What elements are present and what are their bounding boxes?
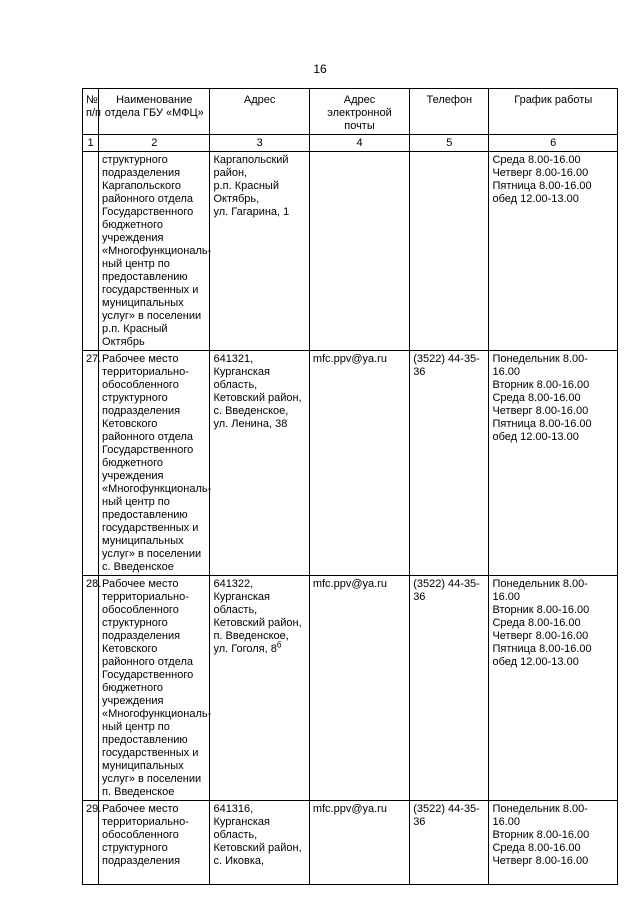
cell-name-line: государственных и xyxy=(102,522,199,534)
cell-schedule-line: Четверг 8.00-16.00 xyxy=(492,630,589,642)
cell-name-line: структурного xyxy=(102,842,168,854)
cell-phone-line: (3522) 44-35- xyxy=(413,353,480,365)
cell-address-line: ул. Ленина, 38 xyxy=(213,418,288,430)
column-number-row xyxy=(83,135,618,152)
address-superscript: б xyxy=(276,640,282,650)
cell-schedule-line: Пятница 8.00-16.00 xyxy=(492,643,592,655)
header-phone: Телефон xyxy=(410,89,489,135)
cell-address-line: с. Иковка, xyxy=(213,855,265,867)
cell-address-line: ул. Гагарина, 1 xyxy=(213,206,290,218)
header-name: Наименование отдела ГБУ «МФЦ» xyxy=(99,89,210,135)
cell-phone xyxy=(410,801,489,885)
cell-name-line: Кетовского xyxy=(102,643,158,655)
cell-schedule-line: обед 12.00-13.00 xyxy=(492,431,579,443)
mfc-offices-table xyxy=(82,88,618,885)
cell-phone-line: 36 xyxy=(413,591,426,603)
cell-address-line: область, xyxy=(213,604,258,616)
cell-name-line: «Многофункциональ- xyxy=(102,708,212,720)
cell-name-line: районного отдела xyxy=(102,193,194,205)
cell-schedule-line: Четверг 8.00-16.00 xyxy=(492,405,589,417)
cell-schedule-line: Среда 8.00-16.00 xyxy=(492,154,581,166)
cell-name-line: п. Введенское xyxy=(102,786,175,798)
cell-name-line: подразделения xyxy=(102,630,181,642)
cell-address xyxy=(210,576,309,801)
cell-schedule xyxy=(489,152,618,351)
cell-name-line: Государственного xyxy=(102,444,194,456)
cell-address-line: с. Введенское, xyxy=(213,405,289,417)
cell-address-line: область, xyxy=(213,379,258,391)
cell-schedule-line: Вторник 8.00-16.00 xyxy=(492,604,590,616)
cell-name xyxy=(99,351,210,576)
cell-schedule-line: Среда 8.00-16.00 xyxy=(492,392,581,404)
cell-name-line: предоставлению xyxy=(102,734,188,746)
cell-schedule xyxy=(489,351,618,576)
cell-name-line: территориально- xyxy=(102,366,189,378)
cell-name-line: Каргапольского xyxy=(102,180,182,192)
cell-name-line: услуг» в поселении xyxy=(102,310,202,322)
cell-name-line: бюджетного xyxy=(102,682,164,694)
cell-name-line: Государственного xyxy=(102,669,194,681)
cell-address-line: Курганская xyxy=(213,816,270,828)
cell-phone-line: 36 xyxy=(413,816,426,828)
cell-schedule xyxy=(489,576,618,801)
cell-schedule-line: Пятница 8.00-16.00 xyxy=(492,418,592,430)
cell-schedule-line: Понедельник 8.00- xyxy=(492,578,588,590)
cell-phone-line: (3522) 44-35- xyxy=(413,578,480,590)
cell-name-line: структурного xyxy=(102,154,168,166)
cell-name-line: с. Введенское xyxy=(102,561,174,573)
cell-schedule-line: 16.00 xyxy=(492,366,520,378)
cell-name-line: «Многофункциональ- xyxy=(102,245,212,257)
cell-phone xyxy=(410,576,489,801)
cell-name-line: Рабочее место xyxy=(102,353,179,365)
cell-name-line: Октябрь xyxy=(102,336,145,348)
cell-schedule-line: 16.00 xyxy=(492,591,520,603)
table-header-row xyxy=(83,89,618,135)
cell-address-line: Каргапольский xyxy=(213,154,289,166)
cell-name-line: структурного xyxy=(102,392,168,404)
cell-number xyxy=(83,152,99,351)
page-number: 16 xyxy=(313,62,327,76)
cell-schedule-line: Пятница 8.00-16.00 xyxy=(492,180,592,192)
cell-email xyxy=(309,801,409,885)
cell-address-line: Кетовский район, xyxy=(213,842,302,854)
cell-address-line: район, xyxy=(213,167,248,179)
cell-name-line: учреждения xyxy=(102,695,164,707)
cell-name xyxy=(99,801,210,885)
column-number: 4 xyxy=(309,135,409,152)
cell-name-line: государственных и xyxy=(102,747,199,759)
cell-address-line: область, xyxy=(213,829,258,841)
column-number: 2 xyxy=(99,135,210,152)
cell-number: 27. xyxy=(83,351,99,576)
cell-schedule-line: обед 12.00-13.00 xyxy=(492,656,579,668)
cell-name-line: обособленного xyxy=(102,604,179,616)
cell-name-line: муниципальных xyxy=(102,535,184,547)
cell-address xyxy=(210,801,309,885)
cell-name-line: структурного xyxy=(102,617,168,629)
cell-name-line: услуг» в поселении xyxy=(102,773,202,785)
cell-name-line: Государственного xyxy=(102,206,194,218)
table-row xyxy=(83,351,618,576)
cell-name-line: учреждения xyxy=(102,232,164,244)
cell-address xyxy=(210,351,309,576)
cell-address-line: Кетовский район, xyxy=(213,392,302,404)
header-email: Адрес электронной почты xyxy=(309,89,409,135)
cell-address-line: п. Введенское, xyxy=(213,630,289,642)
cell-phone xyxy=(410,152,489,351)
cell-name-line: подразделения xyxy=(102,167,181,179)
cell-phone xyxy=(410,351,489,576)
cell-address-line: Октябрь, xyxy=(213,193,260,205)
cell-address-line: ул. Гоголя, $8^б$ xyxy=(213,640,282,655)
cell-schedule xyxy=(489,801,618,885)
cell-name-line: территориально- xyxy=(102,816,189,828)
cell-schedule-line: Понедельник 8.00- xyxy=(492,803,588,815)
email-link[interactable]: mfc.ppv@ya.ru xyxy=(312,353,387,365)
cell-schedule-line: Среда 8.00-16.00 xyxy=(492,842,581,854)
cell-name-line: территориально- xyxy=(102,591,189,603)
cell-schedule-line: 16.00 xyxy=(492,816,520,828)
header-schedule: График работы xyxy=(489,89,618,135)
cell-email xyxy=(309,152,409,351)
cell-name-line: учреждения xyxy=(102,470,164,482)
cell-email xyxy=(309,576,409,801)
cell-address-line: 641316, xyxy=(213,803,254,815)
email-link[interactable]: mfc.ppv@ya.ru xyxy=(312,578,387,590)
column-number: 1 xyxy=(83,135,99,152)
cell-name xyxy=(99,576,210,801)
cell-name-line: Рабочее место xyxy=(102,803,179,815)
cell-name-line: бюджетного xyxy=(102,457,164,469)
cell-schedule-line: Четверг 8.00-16.00 xyxy=(492,855,589,867)
cell-name-line: ный центр по xyxy=(102,258,170,270)
cell-name-line: ный центр по xyxy=(102,721,170,733)
cell-name-line: районного отдела xyxy=(102,431,194,443)
cell-email xyxy=(309,351,409,576)
cell-address-line: 641322, xyxy=(213,578,254,590)
email-link[interactable]: mfc.ppv@ya.ru xyxy=(312,803,387,815)
cell-name-line: обособленного xyxy=(102,379,179,391)
cell-name-line: ный центр по xyxy=(102,496,170,508)
header-address: Адрес xyxy=(210,89,309,135)
cell-name-line: подразделения xyxy=(102,405,181,417)
cell-schedule-line: Среда 8.00-16.00 xyxy=(492,617,581,629)
cell-address-line: Курганская xyxy=(213,366,270,378)
cell-name-line: обособленного xyxy=(102,829,179,841)
cell-phone-line: (3522) 44-35- xyxy=(413,803,480,815)
cell-address-line: Курганская xyxy=(213,591,270,603)
cell-name-line: Кетовского xyxy=(102,418,158,430)
cell-name-line: государственных и xyxy=(102,284,199,296)
cell-schedule-line: Вторник 8.00-16.00 xyxy=(492,379,590,391)
cell-address-line: Кетовский район, xyxy=(213,617,302,629)
cell-phone-line: 36 xyxy=(413,366,426,378)
cell-name-line: муниципальных xyxy=(102,760,184,772)
cell-name-line: Рабочее место xyxy=(102,578,179,590)
cell-schedule-line: Понедельник 8.00- xyxy=(492,353,588,365)
cell-name-line: «Многофункциональ- xyxy=(102,483,212,495)
table-row xyxy=(83,801,618,885)
cell-number: 28. xyxy=(83,576,99,801)
cell-address xyxy=(210,152,309,351)
column-number: 5 xyxy=(410,135,489,152)
header-number: № п/п xyxy=(83,89,99,135)
cell-name xyxy=(99,152,210,351)
cell-name-line: предоставлению xyxy=(102,271,188,283)
cell-number: 29. xyxy=(83,801,99,885)
cell-name-line: районного отдела xyxy=(102,656,194,668)
column-number: 6 xyxy=(489,135,618,152)
table-row xyxy=(83,576,618,801)
column-number: 3 xyxy=(210,135,309,152)
cell-address-line: 641321, xyxy=(213,353,254,365)
cell-schedule-line: Четверг 8.00-16.00 xyxy=(492,167,589,179)
table-row xyxy=(83,152,618,351)
cell-name-line: предоставлению xyxy=(102,509,188,521)
cell-schedule-line: обед 12.00-13.00 xyxy=(492,193,579,205)
cell-name-line: муниципальных xyxy=(102,297,184,309)
cell-schedule-line: Вторник 8.00-16.00 xyxy=(492,829,590,841)
cell-address-line: р.п. Красный xyxy=(213,180,279,192)
cell-name-line: р.п. Красный xyxy=(102,323,168,335)
cell-name-line: услуг» в поселении xyxy=(102,548,202,560)
cell-name-line: бюджетного xyxy=(102,219,164,231)
cell-name-line: подразделения xyxy=(102,855,181,867)
